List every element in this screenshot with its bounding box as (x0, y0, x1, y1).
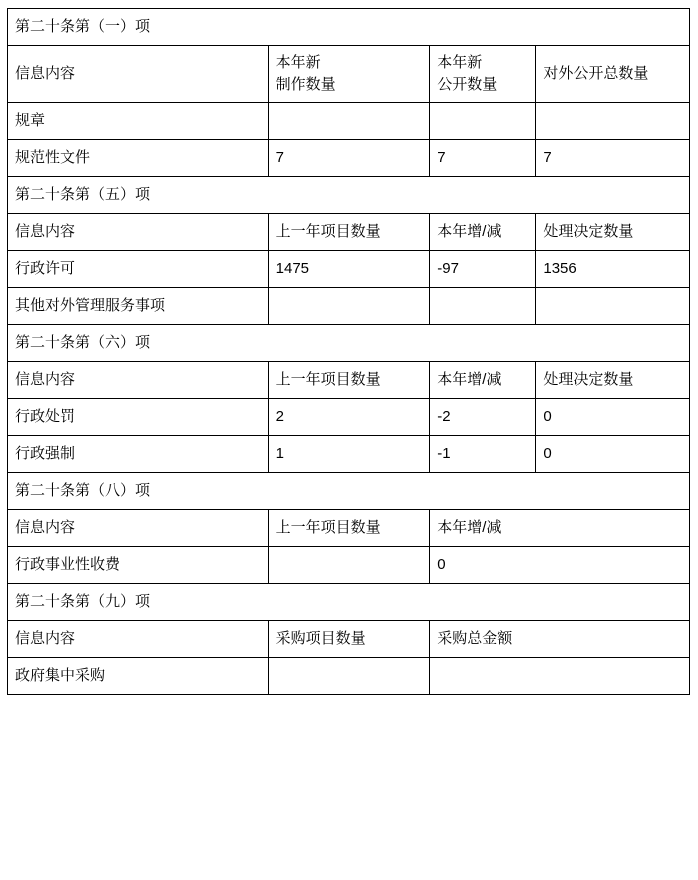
section-title-row (8, 584, 690, 621)
row-value-new-disclosed: 7 (430, 140, 536, 177)
row-value-prev-year-count: 1 (268, 436, 430, 473)
row-value-year-change: -2 (430, 399, 536, 436)
table-header-row (8, 214, 690, 251)
column-header-year-change: 本年增/减 (430, 362, 536, 399)
table-header-row (8, 46, 690, 103)
column-header-prev-year-count: 上一年项目数量 (268, 362, 430, 399)
row-label: 政府集中采购 (8, 658, 269, 695)
section-title: 第二十条第（五）项 (8, 177, 690, 214)
column-header-info-content: 信息内容 (8, 362, 269, 399)
row-value-procurement-amount (430, 658, 690, 695)
section-title-row (8, 177, 690, 214)
row-value-year-change: 0 (430, 547, 690, 584)
row-value-new-produced: 7 (268, 140, 430, 177)
section-title-row (8, 9, 690, 46)
section-title: 第二十条第（一）项 (8, 9, 690, 46)
column-header-new-disclosed-line2: 公开数量 (437, 76, 498, 93)
section-title: 第二十条第（八）项 (8, 473, 690, 510)
document-page (0, 8, 698, 880)
row-value-year-change: -97 (430, 251, 536, 288)
row-label: 行政许可 (8, 251, 269, 288)
column-header-info-content: 信息内容 (8, 46, 269, 103)
column-header-info-content: 信息内容 (8, 214, 269, 251)
table-row (8, 103, 690, 140)
row-value-prev-year-count: 2 (268, 399, 430, 436)
table-row (8, 251, 690, 288)
column-header-info-content: 信息内容 (8, 510, 269, 547)
column-header-new-produced-line2: 制作数量 (275, 76, 336, 93)
column-header-decision-count: 处理决定数量 (536, 214, 690, 251)
row-value-new-disclosed (430, 103, 536, 140)
column-header-new-produced-line1: 本年新 (275, 54, 321, 71)
column-header-year-change: 本年增/减 (430, 510, 690, 547)
section-title: 第二十条第（六）项 (8, 325, 690, 362)
column-header-total-disclosed: 对外公开总数量 (536, 46, 690, 103)
section-title-row (8, 473, 690, 510)
table-row (8, 436, 690, 473)
row-value-decision-count: 0 (536, 399, 690, 436)
row-value-prev-year-count (268, 288, 430, 325)
row-value-new-produced (268, 103, 430, 140)
row-label: 规范性文件 (8, 140, 269, 177)
table-row (8, 547, 690, 584)
column-header-procurement-count: 采购项目数量 (268, 621, 430, 658)
table-row (8, 658, 690, 695)
row-value-total-disclosed: 7 (536, 140, 690, 177)
table-row (8, 140, 690, 177)
column-header-prev-year-count: 上一年项目数量 (268, 214, 430, 251)
table-row (8, 288, 690, 325)
column-header-new-produced (268, 46, 430, 103)
row-value-procurement-count (268, 658, 430, 695)
row-label: 规章 (8, 103, 269, 140)
row-label: 其他对外管理服务事项 (8, 288, 269, 325)
row-value-prev-year-count: 1475 (268, 251, 430, 288)
table-row (8, 399, 690, 436)
column-header-new-disclosed-line1: 本年新 (437, 54, 483, 71)
section-title-row (8, 325, 690, 362)
row-label: 行政事业性收费 (8, 547, 269, 584)
section-title: 第二十条第（九）项 (8, 584, 690, 621)
column-header-prev-year-count: 上一年项目数量 (268, 510, 430, 547)
row-value-decision-count: 0 (536, 436, 690, 473)
row-value-year-change (430, 288, 536, 325)
column-header-new-disclosed (430, 46, 536, 103)
table-header-row (8, 510, 690, 547)
row-value-total-disclosed (536, 103, 690, 140)
row-label: 行政强制 (8, 436, 269, 473)
row-label: 行政处罚 (8, 399, 269, 436)
row-value-decision-count: 1356 (536, 251, 690, 288)
table-header-row (8, 621, 690, 658)
column-header-info-content: 信息内容 (8, 621, 269, 658)
table-header-row (8, 362, 690, 399)
row-value-prev-year-count (268, 547, 430, 584)
column-header-procurement-amount: 采购总金额 (430, 621, 690, 658)
row-value-decision-count (536, 288, 690, 325)
row-value-year-change: -1 (430, 436, 536, 473)
government-disclosure-table (7, 8, 690, 695)
column-header-year-change: 本年增/减 (430, 214, 536, 251)
column-header-decision-count: 处理决定数量 (536, 362, 690, 399)
